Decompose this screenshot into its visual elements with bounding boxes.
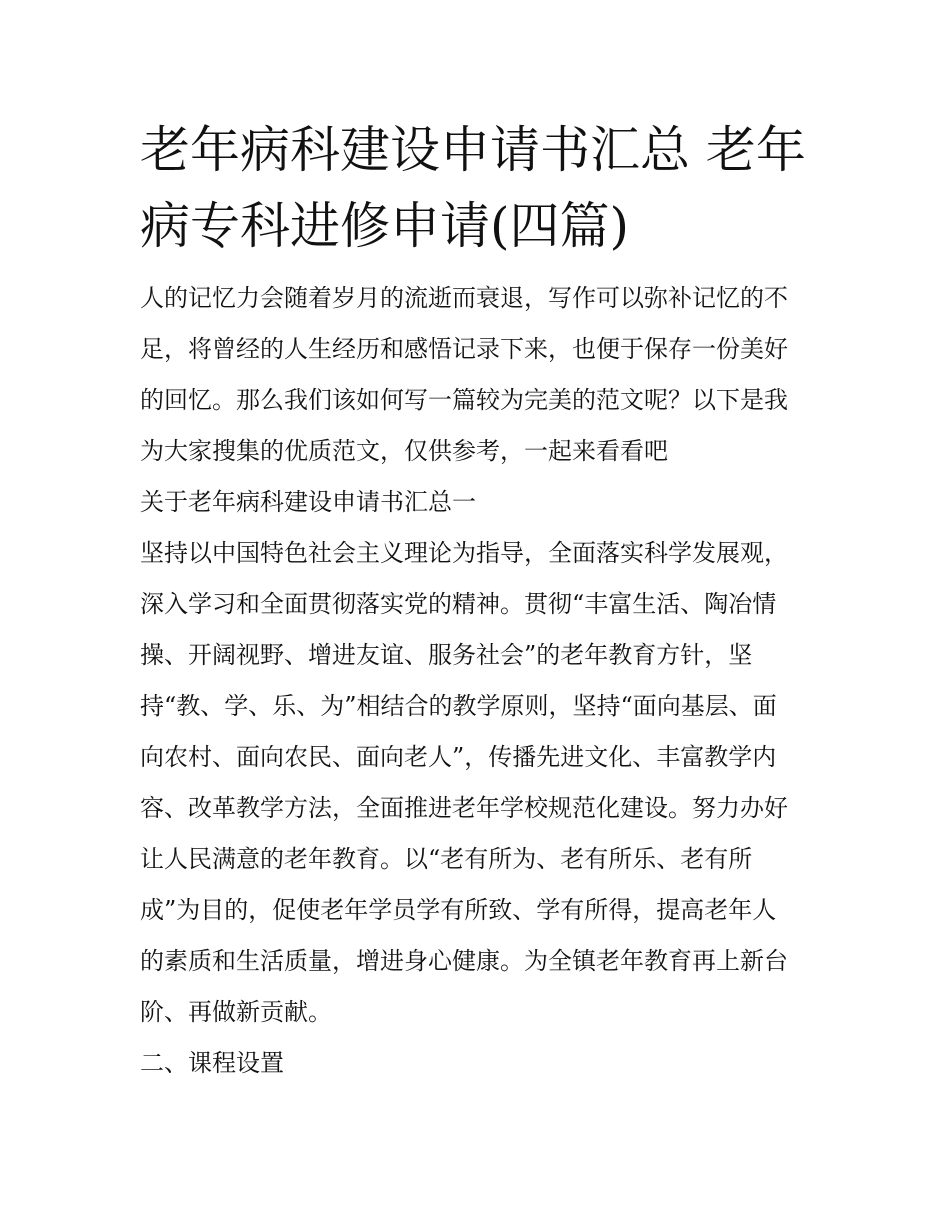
paragraph-line: 的素质和生活质量，增进身心健康。为全镇老年教育再上新台 — [140, 947, 788, 975]
paragraph-line: 向农村、面向农民、面向老人”，传播先进文化、丰富教学内 — [140, 743, 777, 771]
document-title — [140, 112, 820, 264]
intro-line: 人的记忆力会随着岁月的流逝而衰退，写作可以弥补记忆的不 — [140, 284, 788, 312]
paragraph-line: 成”为目的，促使老年学员学有所致、学有所得，提高老年人 — [140, 896, 777, 924]
body-paragraph — [140, 528, 820, 1089]
paragraph-line: 操、开阔视野、增进友谊、服务社会”的老年教育方针，坚 — [140, 641, 753, 669]
intro-line: 的回忆。那么我们该如何写一篇较为完美的范文呢？以下是我 — [140, 386, 788, 414]
title-line: 病专科进修申请(四篇) — [140, 197, 630, 255]
subheading: 二、课程设置 — [140, 1049, 284, 1077]
section-heading: 关于老年病科建设申请书汇总一 — [140, 488, 476, 516]
title-line: 老年病科建设申请书汇总 老年 — [140, 121, 806, 179]
intro-line: 为大家搜集的优质范文，仅供参考，一起来看看吧 — [140, 437, 668, 465]
paragraph-line: 坚持以中国特色社会主义理论为指导，全面落实科学发展观， — [140, 539, 788, 567]
paragraph-line: 让人民满意的老年教育。以“老有所为、老有所乐、老有所 — [140, 845, 753, 873]
paragraph-line: 持“教、学、乐、为”相结合的教学原则，坚持“面向基层、面 — [140, 692, 777, 720]
paragraph-line: 深入学习和全面贯彻落实党的精神。贯彻“丰富生活、陶冶情 — [140, 590, 777, 618]
intro-paragraph — [140, 273, 820, 528]
paragraph-line: 阶、再做新贡献。 — [140, 998, 332, 1026]
intro-line: 足，将曾经的人生经历和感悟记录下来，也便于保存一份美好 — [140, 335, 788, 363]
paragraph-line: 容、改革教学方法，全面推进老年学校规范化建设。努力办好 — [140, 794, 788, 822]
